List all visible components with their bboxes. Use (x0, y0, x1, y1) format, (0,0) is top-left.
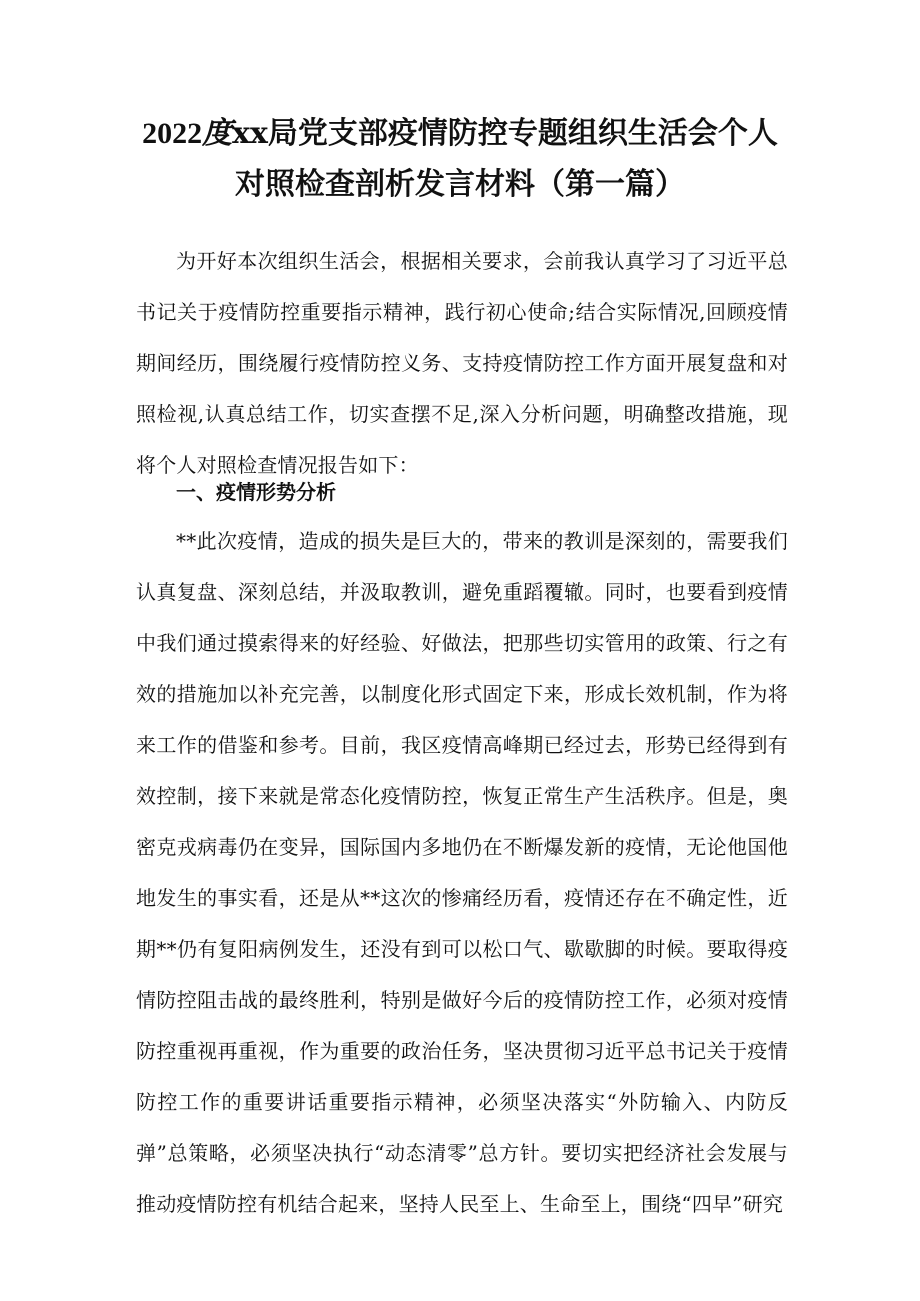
body-paragraph-1: **此次疫情，造成的损失是巨大的，带来的教训是深刻的，需要我们认真复盘、深刻总结，并汲取教训，避免重蹈覆辙。同时，也要看到疫情中我们通过摸索得来的好经验、好做法，把那些切实管用的政策、行之有效的措施加以补充完善，以制度化形式固定下来，形成长效机制，作为将来工作的借鉴和参考。目前，我区疫情高峰期已经过去，形势已经得到有效控制，接下来就是常态化疫情防控，恢复正常生产生活秩序。但是，奥密克戎病毒仍在变异，国际国内多地仍在不断爆发新的疫情，无论他国他地发生的事实看，还是从**这次的惨痛经历看，疫情还存在不确定性，近期**仍有复阳病例发生，还没有到可以松口气、歇歇脚的时候。要取得疫情防控阻击战的最终胜利，特别是做好今后的疫情防控工作，必须对疫情防控重视再重视，作为重要的政治任务，坚决贯彻习近平总书记关于疫情防控工作的重要讲话重要指示精神，必须坚决落实“外防输入、内防反弹”总策略，必须坚决执行“动态清零”总方针。要切实把经济社会发展与推动疫情防控有机结合起来，坚持人民至上、生命至上，围绕“四早”研究 (136, 529, 788, 1216)
document-title-line1 (90, 114, 830, 154)
document-title-line2: 对照检查剖析发言材料（第一篇） (235, 167, 685, 202)
title-du: 度 (202, 116, 233, 151)
intro-paragraph: 为开好本次组织生活会，根据相关要求，会前我认真学习了习近平总书记关于疫情防控重要指示精神，践行初心使命;结合实际情况,回顾疫情期间经历，围绕履行疫情防控义务、支持疫情防控工作方面开展复盘和对照检视,认真总结工作，切实查摆不足,深入分析问题，明确整改措施，现将个人对照检查情况报告如下： (136, 249, 788, 477)
section-heading-1: 一、疫情形势分析 (176, 480, 336, 504)
title-year: 2022 (142, 117, 203, 150)
title-line1-rest: xx局党支部疫情防控专题组织生活会个人 (232, 116, 778, 151)
